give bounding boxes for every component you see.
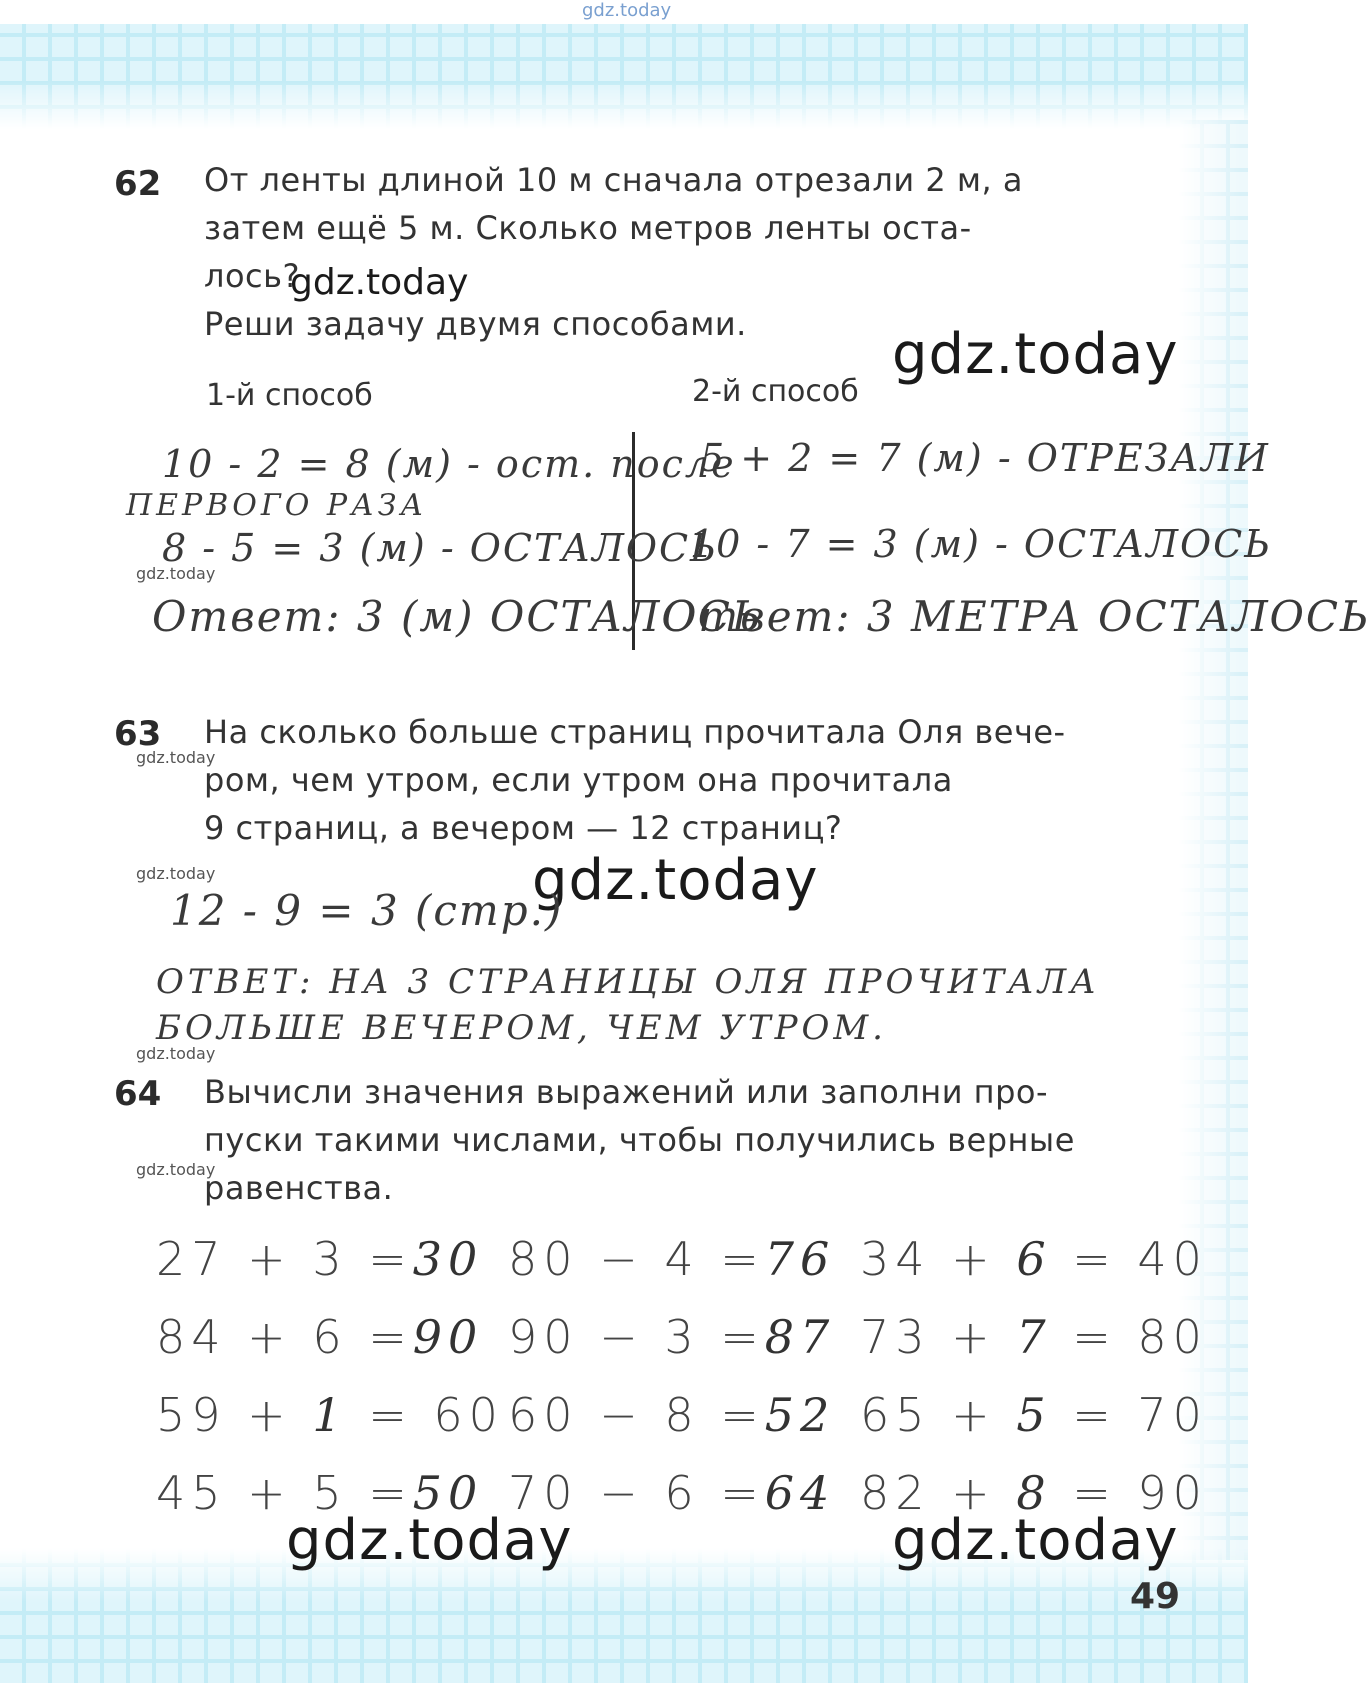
watermark-62b: gdz.today [892,322,1179,387]
equation-answer: 64 [764,1466,836,1520]
equation-answer: 50 [412,1466,484,1520]
task-62-line-3: лось? [204,257,300,295]
page-number: 49 [1130,1576,1181,1617]
task-63-line-3: 9 страниц, а вечером — 12 страниц? [204,809,843,847]
equation-c1-r2: 84 + 6 =90 [156,1310,484,1364]
watermark-62a: gdz.today [290,262,469,303]
equation-answer: 5 [1016,1388,1052,1442]
watermark-small-5: gdz.today [136,1160,216,1179]
watermark-small-3: gdz.today [136,864,216,883]
task-64-line-1: Вычисли значения выражений или заполни про- [204,1073,1049,1111]
watermark-bottom-left: gdz.today [286,1508,573,1573]
equation-answer: 8 [1016,1466,1052,1520]
equation-answer: 90 [412,1310,484,1364]
task-62-number: 62 [114,164,162,204]
watermark-top: gdz.today [582,0,672,21]
equation-c2-r2: 90 − 3 =87 [508,1310,836,1364]
watermark-small-1: gdz.today [136,564,216,583]
watermark-bottom-right: gdz.today [892,1508,1179,1573]
method-1-line-3: 8 - 5 = 3 (м) - ОСТАЛОСЬ [162,526,718,570]
equation-c2-r4: 70 − 6 =64 [508,1466,836,1520]
equation-answer: 7 [1016,1310,1052,1364]
method-2-answer: Ответ: 3 МЕТРА ОСТАЛОСЬ [662,592,1370,641]
task-64-number: 64 [114,1074,162,1114]
equation-answer: 1 [312,1388,348,1442]
watermark-63: gdz.today [532,848,819,913]
task-62-line-4: Реши задачу двумя способами. [204,305,747,343]
equation-answer: 87 [764,1310,836,1364]
watermark-small-4: gdz.today [136,1044,216,1063]
equation-answer: 76 [764,1232,836,1286]
task-63-number: 63 [114,714,162,754]
equation-c3-r4: 82 + 8 = 90 [860,1466,1208,1520]
equation-answer: 6 [1016,1232,1052,1286]
task-63-line-2: ром, чем утром, если утром она прочитала [204,761,953,799]
task-62-line-2: затем ещё 5 м. Сколько метров ленты оста- [204,209,972,247]
equation-c3-r1: 34 + 6 = 40 [860,1232,1208,1286]
equation-c2-r1: 80 − 4 =76 [508,1232,836,1286]
method-1-line-1: 10 - 2 = 8 (м) - ост. после [162,442,736,486]
equation-answer: 52 [764,1388,836,1442]
equation-c1-r3: 59 + 1 = 60 [156,1388,504,1442]
equation-answer: 30 [412,1232,484,1286]
watermark-small-2: gdz.today [136,748,216,767]
method-2-line-2: 10 - 7 = 3 (м) - ОСТАЛОСЬ [690,522,1272,566]
task-64-text [204,1068,1150,1212]
method-1-label: 1-й способ [206,378,373,413]
method-1-answer: Ответ: 3 (м) ОСТАЛОСЬ [152,592,763,641]
method-2-line-1: 5 + 2 = 7 (м) - ОТРЕЗАЛИ [700,436,1270,480]
task-63-answer-line-1: ОТВЕТ: НА 3 СТРАНИЦЫ ОЛЯ ПРОЧИТАЛА [156,962,1100,1002]
task-63-solution: 12 - 9 = 3 (стр.) [170,886,564,935]
task-62-text [204,156,1150,348]
equation-c3-r2: 73 + 7 = 80 [860,1310,1208,1364]
equation-c2-r3: 60 − 8 =52 [508,1388,836,1442]
task-63-line-1: На сколько больше страниц прочитала Оля вече- [204,713,1066,751]
task-63-answer-line-2: БОЛЬШЕ ВЕЧЕРОМ, ЧЕМ УТРОМ. [156,1008,887,1048]
task-63-text [204,708,1150,852]
task-62-line-1: От ленты длиной 10 м сначала отрезали 2 м, а [204,161,1023,199]
equation-c1-r4: 45 + 5 =50 [156,1466,484,1520]
task-64-line-2: пуски такими числами, чтобы получились верные [204,1121,1075,1159]
method-2-label: 2-й способ [692,374,859,409]
top-decor-band [0,24,1248,129]
equation-c1-r1: 27 + 3 =30 [156,1232,484,1286]
method-1-line-2: ПЕРВОГО РАЗА [126,488,428,523]
equation-c3-r3: 65 + 5 = 70 [860,1388,1208,1442]
task-64-line-3: равенства. [204,1169,394,1207]
